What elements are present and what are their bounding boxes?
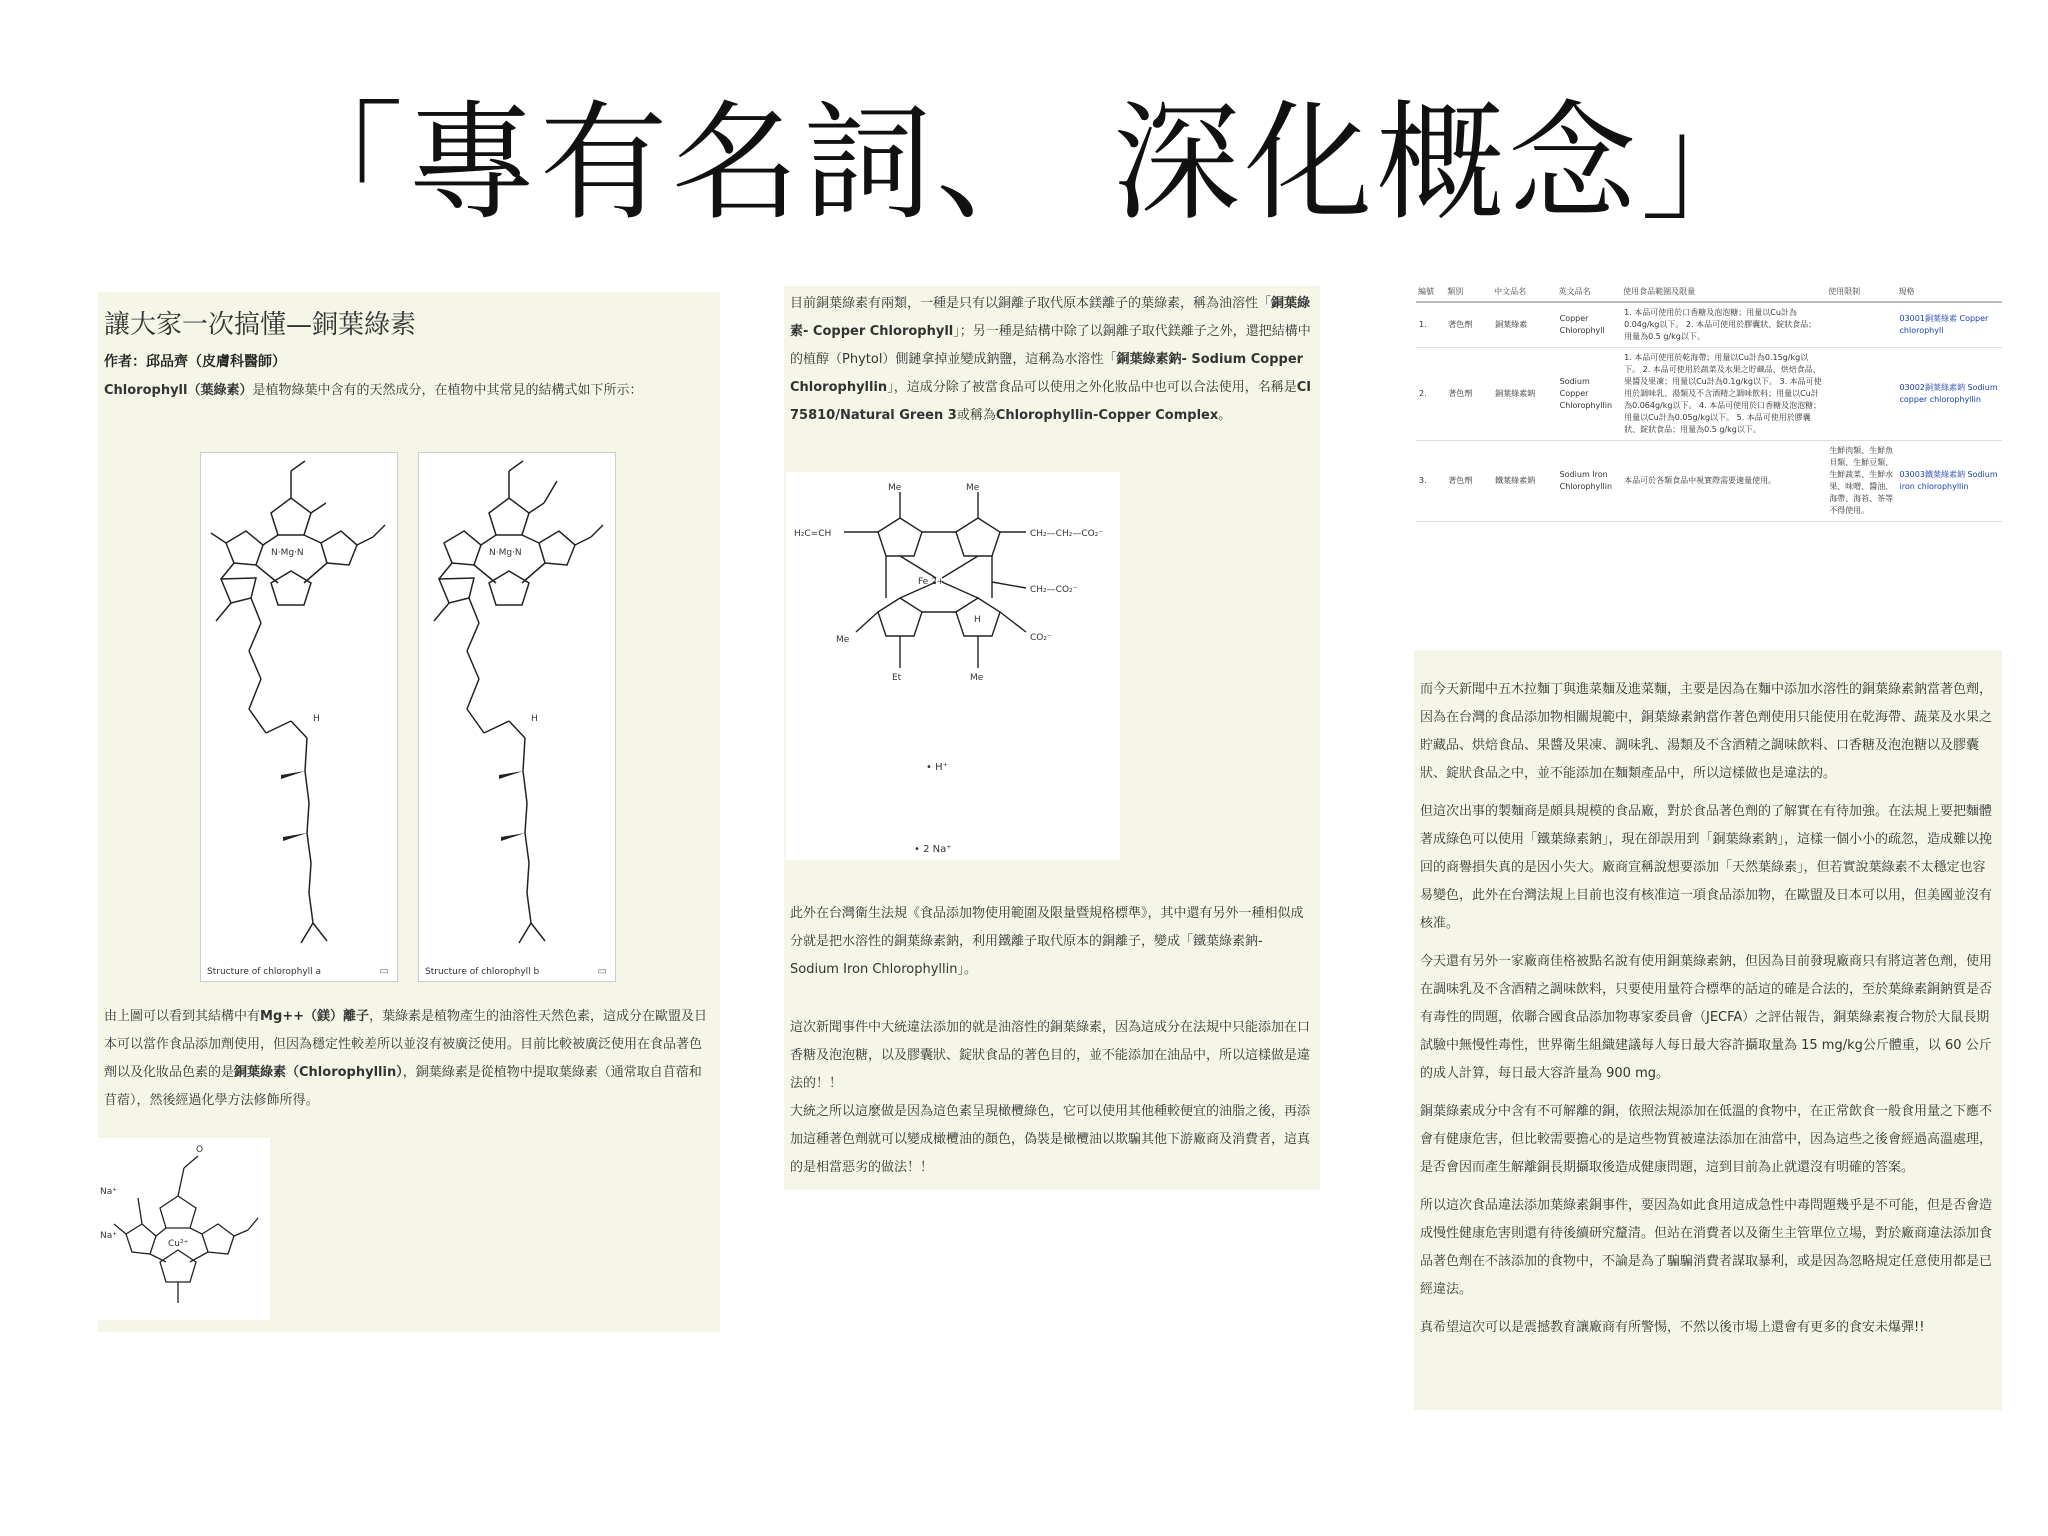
proton-label: • H⁺ xyxy=(926,762,948,773)
methyl-label-2: Me xyxy=(966,483,980,493)
article-panel-left xyxy=(98,292,720,1332)
propionate-chain-label: CH₂—CH₂—CO₂⁻ xyxy=(1030,529,1104,539)
iron-chlorophyllin-figure xyxy=(786,472,1120,860)
cell-chinese-name: 銅葉綠素鈉 xyxy=(1492,348,1556,441)
cell-limit xyxy=(1826,348,1896,441)
cell-scope: 本品可於各類食品中視實際需要適量使用。 xyxy=(1621,441,1826,522)
cell-scope: 1. 本品可使用於乾海帶；用量以Cu計為0.15g/kg以下。 2. 本品可使用於蔬菜及水果之貯藏品、烘焙食品、果醬及果凍；用量以Cu計為0.1g/kg以下。 3. 本品可使用於調味乳、湯類及不含酒精之調味飲料；用量以Cu計為0.064g/kg以下。 4. 本品可使用於口香糖及泡泡糖；用量以Cu計為0.05g/kg以下。 5. 本品可使用於膠囊狀、錠狀食品；用量為0.5 g/kg以下。 xyxy=(1621,348,1826,441)
mid-text-4: 或稱為 xyxy=(956,408,996,423)
col-header: 中文品名 xyxy=(1492,282,1556,302)
chlorophyll-a-caption: Structure of chlorophyll a xyxy=(207,967,322,977)
mid-text-2: 」；另一種是結構中除了以銅離子取代鎂離子之外，還把結構中的植醇（Phytol）側鏈拿掉並變成鈉鹽，這稱為水溶性「 xyxy=(790,324,1311,367)
mid-paragraph-3: 這次新聞事件中大統違法添加的就是油溶性的銅葉綠素，因為這成分在法規中只能添加在口香糖及泡泡糖，以及膠囊狀、錠狀食品的著色目的，並不能添加在油品中，所以這樣做是違法的！！ xyxy=(790,1020,1311,1091)
chlorophyll-a-structure xyxy=(201,453,397,953)
chlorophyll-b-figure xyxy=(418,452,616,982)
mid-paragraph-2: 此外在台灣衛生法規《食品添加物使用範圍及限量暨規格標準》，其中還有另外一種相似成分就是把水溶性的銅葉綠素鈉，利用鐵離子取代原本的銅離子，變成「鐵葉綠素鈉- Sodium Iron Chlorophyllin」。 xyxy=(790,906,1304,977)
right-paragraph-3: 今天還有另外一家廠商佳格被點名說有使用銅葉綠素鈉，但因為目前發現廠商只有將這著色劑，使用在調味乳及不含酒精之調味飲料，只要使用量符合標準的話這的確是合法的，至於葉綠素銅鈉質是否有毒性的問題，依聯合國食品添加物專家委員會（JECFA）之評估報告，銅葉綠素複合物於大鼠長期試驗中無慢性毒性，世界衛生組織建議每人每日最大容許攝取量為 15 mg/kg公斤體重，以 60 公斤的成人計算，每日最大容許量為 900 mg。 xyxy=(1420,954,1993,1081)
right-paragraph-2: 但這次出事的製麵商是頗具規模的食品廠，對於食品著色劑的了解實在有待加強。在法規上要把麵體著成綠色可以使用「鐵葉綠素鈉」，現在卻誤用到「銅葉綠素鈉」，這樣一個小小的疏忽，造成難以挽回的商譽損失真的是因小失大。廠商宣稱說想要添加「天然葉綠素」，但若實說葉綠素不太穩定也容易變色，此外在台灣法規上目前也沒有核准這一項食品添加物，在歐盟及日本可以用，但美國並沒有核准。 xyxy=(1420,804,1993,931)
chlorophyll-b-structure xyxy=(419,453,615,953)
cell-english-name: Sodium Iron Chlorophyllin xyxy=(1557,441,1621,522)
col-header: 使用食品範圍及限量 xyxy=(1621,282,1826,302)
cell-limit: 生鮮肉類、生鮮魚貝類、生鮮豆類、生鮮蔬菜、生鮮水果、味噌、醬油、海帶、海苔、茶等不得使用。 xyxy=(1826,441,1896,522)
cell-chinese-name: 銅葉綠素 xyxy=(1492,302,1556,348)
cell-chinese-name: 鐵葉綠素鈉 xyxy=(1492,441,1556,522)
hydrogen-label: H xyxy=(974,615,981,625)
col-header: 編號 xyxy=(1416,282,1445,302)
mid-bold-2: 銅葉綠素鈉- Sodium Copper Chlorophyllin xyxy=(790,352,1304,395)
copper-label: Cu²⁺ xyxy=(168,1239,189,1249)
table-row xyxy=(1416,441,2002,522)
svg-text:H: H xyxy=(531,714,538,724)
svg-text:N·Mg·N: N·Mg·N xyxy=(271,548,304,558)
article-panel-right xyxy=(1414,650,2002,1410)
cell-category: 著色劑 xyxy=(1445,348,1492,441)
enlarge-icon[interactable]: ▭ xyxy=(379,966,389,977)
body-paragraph xyxy=(104,1003,710,1115)
slide-title: 「專有名詞、 深化概念」 xyxy=(275,89,1773,238)
col-header: 英文品名 xyxy=(1557,282,1621,302)
cell-english-name: Copper Chlorophyll xyxy=(1557,302,1621,348)
cell-scope: 1. 本品可使用於口香糖及泡泡糖；用量以Cu計為0.04g/kg以下。 2. 本品可使用於膠囊狀、錠狀食品；用量為0.5 g/kg以下。 xyxy=(1621,302,1826,348)
svg-text:H: H xyxy=(313,714,320,724)
cell-category: 著色劑 xyxy=(1445,441,1492,522)
body-bold-2: 銅葉綠素（Chlorophyllin） xyxy=(234,1065,403,1080)
table-row xyxy=(1416,302,2002,348)
chlorophyll-a-figure xyxy=(200,452,398,982)
mid-text-3: 」，這成分除了被當食品可以使用之外化妝品中也可以合法使用，名稱是 xyxy=(887,380,1297,395)
iron-chlorophyllin-structure xyxy=(786,472,1120,860)
right-paragraph-5: 所以這次食品違法添加葉綠素銅事件，要因為如此食用這成急性中毒問題幾乎是不可能，但是否會造成慢性健康危害則還有待後續研究釐清。但站在消費者以及衛生主管單位立場，對於廠商違法添加食品著色劑在不該添加的食物中，不論是為了騙騙消費者謀取暴利，或是因為忽略規定任意使用都是已經違法。 xyxy=(1420,1198,1993,1297)
methyl-label-1: Me xyxy=(888,483,902,493)
article-panel-middle xyxy=(784,286,1320,1190)
article-title: 讓大家一次搞懂—銅葉綠素 xyxy=(104,310,417,340)
col-header: 類別 xyxy=(1445,282,1492,302)
body-bold-1: Mg++（鎂）離子 xyxy=(260,1009,370,1024)
chlorophyll-b-caption: Structure of chlorophyll b xyxy=(425,967,540,977)
col-header: 規格 xyxy=(1897,282,2003,302)
regulation-table xyxy=(1416,282,2002,650)
mid-paragraph-4: 大統之所以這麼做是因為這色素呈現橄欖綠色，它可以使用其他種較便宜的油脂之後，再添加這種著色劑就可以變成橄欖油的顏色，偽裝是橄欖油以欺騙其他下游廠商及消費者，這真的是相當惡劣的做法！！ xyxy=(790,1104,1311,1175)
right-paragraph-4: 銅葉綠素成分中含有不可解離的銅，依照法規添加在低溫的食物中，在正常飲食一般食用量之下應不會有健康危害，但比較需要擔心的是這些物質被違法添加在油當中，因為這些之後會經過高溫處理，是否會因而產生解離銅長期攝取後造成健康問題，這到目前為止就還沒有明確的答案。 xyxy=(1420,1104,1993,1175)
svg-text:N·Mg·N: N·Mg·N xyxy=(489,548,522,558)
sodium-ion-label: • 2 Na⁺ xyxy=(914,844,952,855)
additive-table xyxy=(1416,282,2002,522)
cell-category: 著色劑 xyxy=(1445,302,1492,348)
carboxylate-label: CO₂⁻ xyxy=(1030,633,1052,643)
spec-link[interactable]: 03001銅葉綠素 Copper chlorophyll xyxy=(1897,302,2003,348)
chlorophyllin-structure xyxy=(98,1138,270,1320)
col-header: 使用限制 xyxy=(1826,282,1896,302)
table-row xyxy=(1416,348,2002,441)
cell-no: 3. xyxy=(1416,441,1445,522)
mid-text-5: 。 xyxy=(1218,408,1232,423)
enlarge-icon[interactable]: ▭ xyxy=(597,966,607,977)
spec-link[interactable]: 03002銅葉綠素鈉 Sodium copper chlorophyllin xyxy=(1897,348,2003,441)
intro-rest: 是植物綠葉中含有的天然成分，在植物中其常見的結構式如下所示： xyxy=(252,383,643,398)
body-text-2: ，葉綠素是植物產生的油溶性天然色素，這成分在歐盟及日本可以當作食品添加劑使用，但因為穩定性較差所以並沒有被廣泛使用。目前比較被廣泛使用在食品著色劑以及化妝品色素的是 xyxy=(104,1009,708,1080)
cell-no: 2. xyxy=(1416,348,1445,441)
cell-limit xyxy=(1826,302,1896,348)
intro-bold: Chlorophyll（葉綠素） xyxy=(104,383,253,398)
body-text-1: 由上圖可以看到其結構中有 xyxy=(104,1009,261,1024)
methyl-label-3: Me xyxy=(836,635,850,645)
article-author: 作者：邱品齊（皮膚科醫師） xyxy=(104,354,286,370)
vinyl-label: H₂C=CH xyxy=(794,529,832,539)
cell-english-name: Sodium Copper Chlorophyllin xyxy=(1557,348,1621,441)
right-paragraph-1: 而今天新聞中五木拉麵丁與進菜麵及進菜麵，主要是因為在麵中添加水溶性的銅葉綠素鈉當著色劑，因為在台灣的食品添加物相關規範中，銅葉綠素鈉當作著色劑使用只能使用在乾海帶、蔬菜及水果之貯藏品、烘焙食品、果醬及果凍、調味乳、湯類及不含酒精之調味飲料、口香糖及泡泡糖以及膠囊狀、錠狀食品之中，並不能添加在麵類產品中，所以這樣做也是違法的。 xyxy=(1420,682,1993,781)
spec-link[interactable]: 03003鐵葉綠素鈉 Sodium iron chlorophyllin xyxy=(1897,441,2003,522)
table-header-row xyxy=(1416,282,2002,302)
ethyl-label: Et xyxy=(892,673,902,683)
oxygen-label: O xyxy=(196,1145,204,1155)
mid-bold-1: 銅葉綠素- Copper Chlorophyll xyxy=(790,296,1311,339)
mid-bold-3: CI 75810/Natural Green 3 xyxy=(790,380,1312,423)
sodium-label-2: Na⁺ xyxy=(100,1231,117,1241)
body-text-3: ，銅葉綠素是從植物中提取葉綠素（通常取自苜蓿和苜蓿），然後經過化學方法修飾所得。 xyxy=(104,1065,702,1108)
cell-no: 1. xyxy=(1416,302,1445,348)
sodium-label-1: Na⁺ xyxy=(100,1187,117,1197)
methyl-label-4: Me xyxy=(970,673,984,683)
acetate-chain-label: CH₂—CO₂⁻ xyxy=(1030,585,1078,595)
intro-paragraph xyxy=(104,377,714,405)
mid-text-1: 目前銅葉綠素有兩類，一種是只有以銅離子取代原本鎂離子的葉綠素，稱為油溶性「 xyxy=(790,296,1272,311)
chlorophyllin-figure xyxy=(98,1138,270,1320)
mid-paragraph-1 xyxy=(790,290,1314,430)
right-paragraph-6: 真希望這次可以是震撼教育讓廠商有所警惕，不然以後市場上還會有更多的食安未爆彈!! xyxy=(1420,1320,1925,1335)
iron-center-label: Fe 2+ xyxy=(918,577,945,587)
mid-bold-4: Chlorophyllin-Copper Complex xyxy=(995,408,1219,423)
